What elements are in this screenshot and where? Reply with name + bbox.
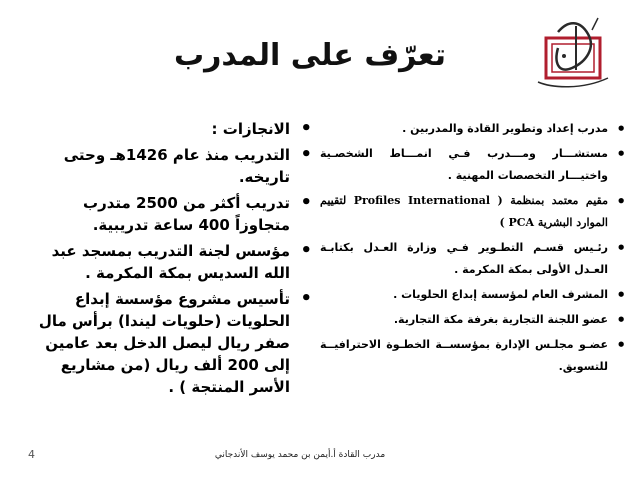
list-item: • عضو اللجنة التجارية بغرفة مكة التجارية.: [320, 309, 626, 331]
achievements-column: [30, 118, 312, 402]
list-item: • تأسيس مشروع مؤسسة إبداع الحلويات (حلويات ليندا) برأس مال صفر ريال ليصل الدخل بعد عامين إلى 200 ألف ريال (من مشاريع الأسر المنتجة ) .: [30, 288, 312, 398]
credentials-list: [320, 118, 626, 378]
list-item: • الانجازات :: [30, 118, 312, 140]
page-number: 4: [28, 448, 35, 461]
list-item: • مقيم معتمد بمنظمة ( Profiles International لتقييم الموارد البشرية PCA ): [320, 190, 626, 234]
list-item: • رئـيس قسـم التطـوير فـي وزارة العـدل بكتابـة العـدل الأولى بمكة المكرمة .: [320, 237, 626, 281]
achievements-list: [30, 118, 312, 398]
list-item: • مستشـــار ومـــدرب فـي انمـــاط الشخصـية واختيـــار التخصصات المهنية .: [320, 143, 626, 187]
footer-text: مدرب القادة أ.أيمن بن محمد يوسف الأندجاني: [214, 450, 386, 460]
list-item: • مدرب إعداد وتطوير القادة والمدربين .: [320, 118, 626, 140]
list-item: • المشرف العام لمؤسسة إبداع الحلويات .: [320, 284, 626, 306]
credentials-column: [320, 118, 626, 381]
list-item: • مؤسس لجنة التدريب بمسجد عبد الله السديس بمكة المكرمة .: [30, 240, 312, 284]
list-item: • تدريب أكثر من 2500 متدرب متجاوزاً 400 ساعة تدريبية.: [30, 192, 312, 236]
page-title: تعرّف على المدرب: [173, 38, 447, 73]
list-item: • عضـو مجلـس الإدارة بمؤسســة الخطـوة الاحترافيــة للتسويق.: [320, 334, 626, 378]
calligraphy-logo-icon: [528, 12, 616, 96]
list-item: • التدريب منذ عام 1426هـ وحتى تاريخه.: [30, 144, 312, 188]
